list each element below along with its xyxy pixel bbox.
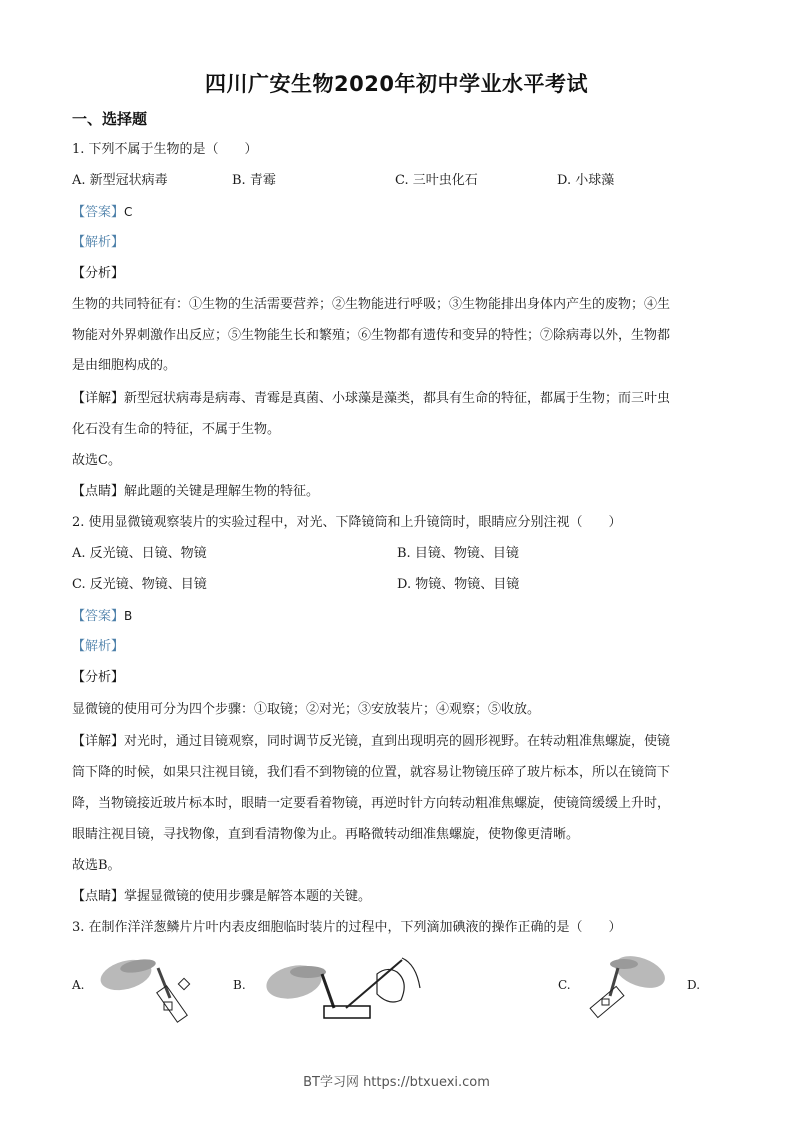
fenxi-label: 【分析】 bbox=[72, 670, 125, 685]
q1-option-d: D. 小球藻 bbox=[557, 173, 615, 188]
xiangjie-text: 新型冠状病毒是病毒、青霉是真菌、小球藻是藻类，都具有生命的特征，都属于生物；而三叶虫 bbox=[124, 391, 671, 406]
q3-option-c-label: C. bbox=[558, 978, 571, 992]
hand-dropper-slide-icon bbox=[96, 950, 196, 1025]
q1-fenxi-label bbox=[72, 265, 124, 283]
q2-option-c: C. 反光镜、物镜、目镜 bbox=[72, 577, 207, 592]
answer-label: 【答案】 bbox=[72, 205, 125, 220]
dianjing-text: 掌握显微镜的使用步骤是解答本题的关键。 bbox=[124, 889, 372, 904]
answer-label: 【答案】 bbox=[72, 609, 125, 624]
q1-dianjing bbox=[72, 483, 319, 501]
q2-xiangjie-line-3: 降，当物镜接近玻片标本时，眼睛一定要看着物镜，再逆时针方向转动粗准焦螺旋，使镜筒缓缓上升时， bbox=[72, 796, 671, 811]
q2-answer bbox=[72, 607, 132, 626]
q1-conclusion: 故选C。 bbox=[72, 453, 121, 468]
q2-fenxi-line-1: 显微镜的使用可分为四个步骤：①取镜；②对光；③安放装片；④观察；⑤收放。 bbox=[72, 702, 541, 717]
q2-xiangjie-line-1 bbox=[72, 733, 670, 751]
hand-dropper-forceps-icon bbox=[262, 952, 422, 1024]
fenxi-label: 【分析】 bbox=[72, 266, 125, 281]
q3-option-a-label: A. bbox=[72, 978, 85, 992]
analysis-label: 【解析】 bbox=[72, 235, 125, 250]
q1-option-a: A. 新型冠状病毒 bbox=[72, 173, 168, 188]
q2-option-b: B. 目镜、物镜、目镜 bbox=[397, 546, 519, 561]
question-3-stem: 3. 在制作洋洋葱鳞片片叶内表皮细胞临时装片的过程中，下列滴加碘液的操作正确的是（ ） bbox=[72, 920, 622, 935]
xiangjie-label: 【详解】 bbox=[72, 391, 125, 406]
q2-option-a: A. 反光镜、日镜、物镜 bbox=[72, 546, 207, 561]
answer-value: B bbox=[124, 609, 133, 623]
hand-dropper-slide-icon bbox=[582, 950, 672, 1025]
dianjing-label: 【点睛】 bbox=[72, 889, 125, 904]
analysis-label: 【解析】 bbox=[72, 639, 125, 654]
q3-option-b-label: B. bbox=[233, 978, 246, 992]
q2-analysis-label bbox=[72, 638, 124, 656]
q1-fenxi-line-1: 生物的共同特征有：①生物的生活需要营养；②生物能进行呼吸；③生物能排出身体内产生的废物；④生 bbox=[72, 297, 671, 312]
q2-fenxi-label bbox=[72, 669, 124, 687]
q2-conclusion: 故选B。 bbox=[72, 858, 121, 873]
q2-option-d: D. 物镜、物镜、目镜 bbox=[397, 577, 520, 592]
q1-fenxi-line-2: 物能对外界刺激作出反应；⑤生物能生长和繁殖；⑥生物都有遗传和变异的特性；⑦除病毒以外，生物都 bbox=[72, 328, 671, 343]
xiangjie-label: 【详解】 bbox=[72, 734, 125, 749]
xiangjie-text: 对光时，通过目镜观察，同时调节反光镜，直到出现明亮的圆形视野。在转动粗准焦螺旋，使镜 bbox=[124, 734, 671, 749]
answer-value: C bbox=[124, 205, 133, 219]
q1-option-b: B. 青霉 bbox=[232, 173, 276, 188]
footer-watermark: BT学习网 https://btxuexi.com bbox=[303, 1075, 490, 1090]
question-1-stem: 1. 下列不属于生物的是（ ） bbox=[72, 142, 258, 157]
q3-option-d-label: D. bbox=[687, 978, 701, 992]
section-heading: 一、选择题 bbox=[72, 110, 148, 128]
q1-fenxi-line-3: 是由细胞构成的。 bbox=[72, 358, 177, 373]
q2-dianjing bbox=[72, 888, 371, 906]
q1-answer bbox=[72, 203, 132, 222]
page-title: 四川广安生物2020年初中学业水平考试 bbox=[205, 72, 588, 96]
question-2-stem: 2. 使用显微镜观察装片的实验过程中，对光、下降镜筒和上升镜筒时，眼睛应分别注视（ ） bbox=[72, 515, 622, 530]
q1-xiangjie-line-2: 化石没有生命的特征，不属于生物。 bbox=[72, 422, 281, 437]
q2-xiangjie-line-4: 眼睛注视目镜，寻找物像，直到看清物像为止。再略微转动细准焦螺旋，使物像更清晰。 bbox=[72, 827, 580, 842]
dianjing-label: 【点睛】 bbox=[72, 484, 125, 499]
q2-xiangjie-line-2: 筒下降的时候，如果只注视目镜，我们看不到物镜的位置，就容易让物镜压碎了玻片标本，所以在镜筒下 bbox=[72, 765, 671, 780]
dianjing-text: 解此题的关键是理解生物的特征。 bbox=[124, 484, 320, 499]
q1-analysis-label bbox=[72, 234, 124, 252]
q1-option-c: C. 三叶虫化石 bbox=[395, 173, 478, 188]
q1-xiangjie-line-1 bbox=[72, 390, 670, 408]
